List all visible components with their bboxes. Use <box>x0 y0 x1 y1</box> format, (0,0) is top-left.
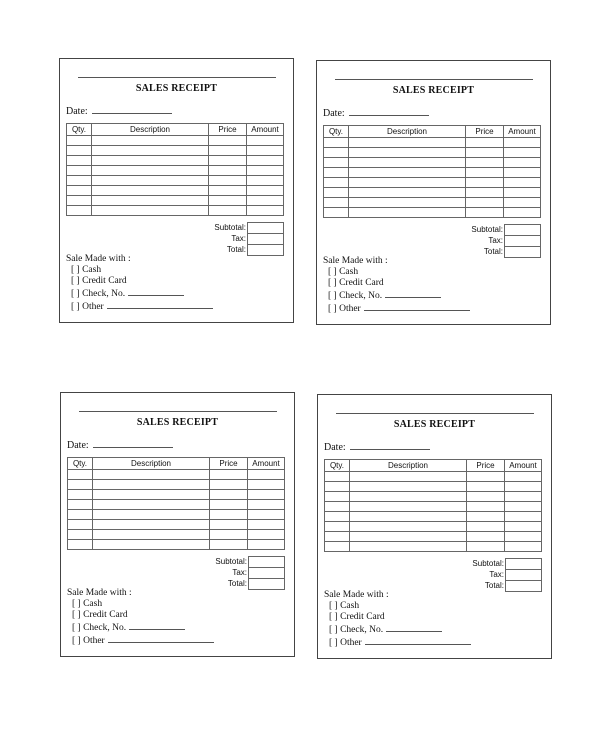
qty-cell[interactable] <box>324 178 349 188</box>
item-row <box>324 158 541 168</box>
other-option-label: [ ] Other <box>71 302 104 312</box>
qty-cell[interactable] <box>325 542 350 552</box>
total-field[interactable] <box>249 579 285 590</box>
other-option-label: [ ] Other <box>328 304 361 314</box>
qty-cell[interactable] <box>67 206 92 216</box>
qty-cell[interactable] <box>68 540 93 550</box>
price-cell[interactable] <box>466 198 504 208</box>
description-cell[interactable] <box>350 492 467 502</box>
total-row <box>211 579 285 590</box>
amount-cell[interactable] <box>504 138 541 148</box>
description-cell[interactable] <box>350 522 467 532</box>
amount-cell[interactable] <box>247 156 284 166</box>
price-cell[interactable] <box>210 540 248 550</box>
description-cell[interactable] <box>350 472 467 482</box>
total-field[interactable] <box>506 581 542 592</box>
totals-table <box>210 222 284 256</box>
description-cell[interactable] <box>93 540 210 550</box>
description-cell[interactable] <box>93 500 210 510</box>
amount-cell[interactable] <box>247 166 284 176</box>
description-cell[interactable] <box>349 188 466 198</box>
price-cell[interactable] <box>466 178 504 188</box>
other-option[interactable] <box>323 302 470 315</box>
amount-header: Amount <box>248 458 285 470</box>
qty-cell[interactable] <box>68 500 93 510</box>
sales-receipt-card <box>317 394 552 659</box>
item-row <box>67 196 284 206</box>
check-option[interactable] <box>324 623 471 636</box>
item-row <box>325 532 542 542</box>
item-row <box>325 502 542 512</box>
item-row <box>325 512 542 522</box>
items-table <box>66 123 284 216</box>
subtotal-field[interactable] <box>248 223 284 234</box>
description-cell[interactable] <box>93 490 210 500</box>
items-header-row <box>68 458 285 470</box>
price-cell[interactable] <box>467 472 505 482</box>
item-row <box>67 166 284 176</box>
price-cell[interactable] <box>467 482 505 492</box>
price-cell[interactable] <box>209 146 247 156</box>
date-label: Date: <box>324 442 346 453</box>
other-field[interactable] <box>365 636 471 645</box>
price-cell[interactable] <box>209 176 247 186</box>
description-cell[interactable] <box>350 502 467 512</box>
credit-card-option-label: [ ] Credit Card <box>72 610 128 620</box>
check-number-field[interactable] <box>128 287 184 296</box>
price-cell[interactable] <box>466 188 504 198</box>
amount-cell[interactable] <box>504 198 541 208</box>
items-header-row <box>324 126 541 138</box>
subtotal-label: Subtotal: <box>472 559 504 568</box>
amount-header: Amount <box>247 124 284 136</box>
description-cell[interactable] <box>350 542 467 552</box>
other-field[interactable] <box>108 634 214 643</box>
qty-cell[interactable] <box>67 176 92 186</box>
check-number-field[interactable] <box>129 621 185 630</box>
date-label: Date: <box>67 440 89 451</box>
price-cell[interactable] <box>466 138 504 148</box>
sale-made-with-label: Sale Made with : <box>323 256 388 266</box>
qty-cell[interactable] <box>67 166 92 176</box>
date-row <box>67 439 173 451</box>
price-cell[interactable] <box>467 542 505 552</box>
amount-cell[interactable] <box>505 492 542 502</box>
description-cell[interactable] <box>92 196 209 206</box>
other-field[interactable] <box>107 300 213 309</box>
amount-cell[interactable] <box>504 158 541 168</box>
description-cell[interactable] <box>349 178 466 188</box>
description-header: Description <box>92 124 209 136</box>
credit-card-option[interactable] <box>67 610 214 621</box>
qty-cell[interactable] <box>324 208 349 218</box>
price-cell[interactable] <box>209 196 247 206</box>
receipt-title: SALES RECEIPT <box>393 419 476 430</box>
qty-cell[interactable] <box>325 512 350 522</box>
qty-cell[interactable] <box>67 196 92 206</box>
qty-header: Qty. <box>324 126 349 138</box>
cash-option[interactable] <box>66 265 213 276</box>
description-cell[interactable] <box>350 482 467 492</box>
credit-card-option[interactable] <box>66 276 213 287</box>
date-label: Date: <box>66 106 88 117</box>
business-name-line[interactable] <box>79 411 277 412</box>
qty-header: Qty. <box>68 458 93 470</box>
subtotal-label: Subtotal: <box>215 557 247 566</box>
tax-field[interactable] <box>506 570 542 581</box>
qty-cell[interactable] <box>68 530 93 540</box>
price-cell[interactable] <box>210 500 248 510</box>
amount-cell[interactable] <box>248 510 285 520</box>
amount-cell[interactable] <box>505 512 542 522</box>
qty-cell[interactable] <box>324 168 349 178</box>
payment-method-section <box>66 254 213 313</box>
description-cell[interactable] <box>350 532 467 542</box>
other-option-label: [ ] Other <box>329 638 362 648</box>
business-name-line[interactable] <box>78 77 276 78</box>
credit-card-option-label: [ ] Credit Card <box>71 276 127 286</box>
check-option-label: [ ] Check, No. <box>72 623 127 633</box>
item-row <box>67 206 284 216</box>
qty-cell[interactable] <box>67 146 92 156</box>
business-name-line[interactable] <box>335 79 533 80</box>
qty-cell[interactable] <box>324 158 349 168</box>
cash-option[interactable] <box>67 599 214 610</box>
description-cell[interactable] <box>350 512 467 522</box>
total-field[interactable] <box>248 245 284 256</box>
price-cell[interactable] <box>210 510 248 520</box>
items-table <box>323 125 541 218</box>
item-row <box>324 178 541 188</box>
qty-cell[interactable] <box>68 480 93 490</box>
credit-card-option-label: [ ] Credit Card <box>329 612 385 622</box>
amount-cell[interactable] <box>247 206 284 216</box>
amount-cell[interactable] <box>247 176 284 186</box>
price-cell[interactable] <box>466 208 504 218</box>
qty-cell[interactable] <box>325 482 350 492</box>
qty-cell[interactable] <box>67 136 92 146</box>
tax-row <box>210 234 284 245</box>
amount-cell[interactable] <box>505 482 542 492</box>
price-cell[interactable] <box>210 490 248 500</box>
subtotal-row <box>211 557 285 568</box>
qty-cell[interactable] <box>324 188 349 198</box>
qty-cell[interactable] <box>325 492 350 502</box>
qty-header: Qty. <box>325 460 350 472</box>
credit-card-option[interactable] <box>324 612 471 623</box>
sale-made-with-label: Sale Made with : <box>66 254 131 264</box>
item-row <box>325 492 542 502</box>
subtotal-field[interactable] <box>505 225 541 236</box>
other-option[interactable] <box>66 300 213 313</box>
description-cell[interactable] <box>92 186 209 196</box>
qty-cell[interactable] <box>325 502 350 512</box>
item-row <box>68 530 285 540</box>
subtotal-row <box>210 223 284 234</box>
total-row <box>467 247 541 258</box>
qty-cell[interactable] <box>68 510 93 520</box>
item-row <box>325 472 542 482</box>
amount-cell[interactable] <box>247 136 284 146</box>
sales-receipt-card <box>60 392 295 657</box>
item-row <box>68 490 285 500</box>
receipt-title: SALES RECEIPT <box>135 83 218 94</box>
price-cell[interactable] <box>467 522 505 532</box>
description-cell[interactable] <box>349 168 466 178</box>
total-label: Total: <box>484 581 504 590</box>
total-field[interactable] <box>505 247 541 258</box>
description-header: Description <box>349 126 466 138</box>
date-field[interactable] <box>349 107 429 116</box>
amount-cell[interactable] <box>504 208 541 218</box>
item-row <box>67 156 284 166</box>
description-cell[interactable] <box>92 146 209 156</box>
description-cell[interactable] <box>92 176 209 186</box>
check-option[interactable] <box>323 289 470 302</box>
item-row <box>324 208 541 218</box>
description-cell[interactable] <box>349 158 466 168</box>
price-cell[interactable] <box>209 166 247 176</box>
item-row <box>68 470 285 480</box>
payment-method-section <box>323 256 470 315</box>
qty-cell[interactable] <box>325 522 350 532</box>
price-header: Price <box>467 460 505 472</box>
tax-label: Tax: <box>489 570 504 579</box>
price-cell[interactable] <box>209 186 247 196</box>
qty-cell[interactable] <box>324 138 349 148</box>
description-cell[interactable] <box>93 510 210 520</box>
tax-label: Tax: <box>488 236 503 245</box>
amount-cell[interactable] <box>505 472 542 482</box>
description-header: Description <box>93 458 210 470</box>
check-option-label: [ ] Check, No. <box>328 291 383 301</box>
check-option-label: [ ] Check, No. <box>329 625 384 635</box>
price-cell[interactable] <box>467 512 505 522</box>
totals-table <box>467 224 541 258</box>
check-number-field[interactable] <box>386 623 442 632</box>
amount-cell[interactable] <box>505 532 542 542</box>
sale-made-with-label: Sale Made with : <box>67 588 132 598</box>
price-cell[interactable] <box>467 502 505 512</box>
subtotal-label: Subtotal: <box>471 225 503 234</box>
subtotal-row <box>467 225 541 236</box>
items-table <box>324 459 542 552</box>
tax-field[interactable] <box>505 236 541 247</box>
date-row <box>323 107 429 119</box>
tax-field[interactable] <box>248 234 284 245</box>
amount-cell[interactable] <box>248 530 285 540</box>
amount-cell[interactable] <box>504 148 541 158</box>
tax-label: Tax: <box>231 234 246 243</box>
qty-cell[interactable] <box>324 198 349 208</box>
qty-cell[interactable] <box>68 470 93 480</box>
description-cell[interactable] <box>93 530 210 540</box>
totals-table <box>211 556 285 590</box>
price-header: Price <box>466 126 504 138</box>
price-cell[interactable] <box>466 168 504 178</box>
amount-cell[interactable] <box>505 522 542 532</box>
item-row <box>68 500 285 510</box>
description-cell[interactable] <box>92 156 209 166</box>
other-field[interactable] <box>364 302 470 311</box>
cash-option-label: [ ] Cash <box>329 601 360 611</box>
date-row <box>66 105 172 117</box>
item-row <box>68 510 285 520</box>
amount-cell[interactable] <box>248 540 285 550</box>
other-option[interactable] <box>67 634 214 647</box>
date-field[interactable] <box>350 441 430 450</box>
price-cell[interactable] <box>210 520 248 530</box>
item-row <box>324 138 541 148</box>
description-cell[interactable] <box>93 470 210 480</box>
date-field[interactable] <box>93 439 173 448</box>
item-row <box>67 176 284 186</box>
cash-option[interactable] <box>323 267 470 278</box>
date-label: Date: <box>323 108 345 119</box>
date-field[interactable] <box>92 105 172 114</box>
amount-cell[interactable] <box>248 500 285 510</box>
amount-cell[interactable] <box>504 168 541 178</box>
description-cell[interactable] <box>92 206 209 216</box>
cash-option-label: [ ] Cash <box>72 599 103 609</box>
other-option-label: [ ] Other <box>72 636 105 646</box>
price-cell[interactable] <box>467 492 505 502</box>
cash-option-label: [ ] Cash <box>71 265 102 275</box>
qty-cell[interactable] <box>67 156 92 166</box>
item-row <box>324 188 541 198</box>
total-label: Total: <box>483 247 503 256</box>
amount-cell[interactable] <box>505 502 542 512</box>
amount-cell[interactable] <box>504 178 541 188</box>
price-cell[interactable] <box>209 206 247 216</box>
qty-cell[interactable] <box>325 532 350 542</box>
total-row <box>468 581 542 592</box>
date-row <box>324 441 430 453</box>
amount-cell[interactable] <box>248 520 285 530</box>
sale-made-with-label: Sale Made with : <box>324 590 389 600</box>
payment-method-section <box>324 590 471 649</box>
other-option[interactable] <box>324 636 471 649</box>
qty-cell[interactable] <box>325 472 350 482</box>
item-row <box>68 540 285 550</box>
item-row <box>67 186 284 196</box>
price-header: Price <box>209 124 247 136</box>
qty-cell[interactable] <box>67 186 92 196</box>
price-cell[interactable] <box>209 156 247 166</box>
qty-cell[interactable] <box>324 148 349 158</box>
receipt-title: SALES RECEIPT <box>136 417 219 428</box>
business-name-line[interactable] <box>336 413 534 414</box>
credit-card-option-label: [ ] Credit Card <box>328 278 384 288</box>
amount-cell[interactable] <box>248 470 285 480</box>
description-cell[interactable] <box>349 208 466 218</box>
amount-cell[interactable] <box>504 188 541 198</box>
description-cell[interactable] <box>92 136 209 146</box>
item-row <box>68 520 285 530</box>
subtotal-label: Subtotal: <box>214 223 246 232</box>
amount-cell[interactable] <box>247 196 284 206</box>
cash-option-label: [ ] Cash <box>328 267 359 277</box>
price-cell[interactable] <box>210 530 248 540</box>
item-row <box>325 542 542 552</box>
amount-header: Amount <box>505 460 542 472</box>
price-cell[interactable] <box>466 158 504 168</box>
totals-table <box>468 558 542 592</box>
check-option[interactable] <box>67 621 214 634</box>
item-row <box>67 146 284 156</box>
description-cell[interactable] <box>93 480 210 490</box>
sales-receipt-card <box>59 58 294 323</box>
description-cell[interactable] <box>349 138 466 148</box>
tax-row <box>467 236 541 247</box>
amount-header: Amount <box>504 126 541 138</box>
tax-field[interactable] <box>249 568 285 579</box>
qty-cell[interactable] <box>68 520 93 530</box>
check-option[interactable] <box>66 287 213 300</box>
check-option-label: [ ] Check, No. <box>71 289 126 299</box>
price-cell[interactable] <box>210 480 248 490</box>
sales-receipt-card <box>316 60 551 325</box>
price-cell[interactable] <box>467 532 505 542</box>
items-table <box>67 457 285 550</box>
tax-row <box>211 568 285 579</box>
amount-cell[interactable] <box>505 542 542 552</box>
total-label: Total: <box>227 579 247 588</box>
item-row <box>324 148 541 158</box>
item-row <box>324 198 541 208</box>
item-row <box>324 168 541 178</box>
price-cell[interactable] <box>210 470 248 480</box>
total-label: Total: <box>226 245 246 254</box>
credit-card-option[interactable] <box>323 278 470 289</box>
description-cell[interactable] <box>93 520 210 530</box>
items-header-row <box>325 460 542 472</box>
item-row <box>325 522 542 532</box>
check-number-field[interactable] <box>385 289 441 298</box>
description-cell[interactable] <box>92 166 209 176</box>
tax-label: Tax: <box>232 568 247 577</box>
description-header: Description <box>350 460 467 472</box>
price-cell[interactable] <box>209 136 247 146</box>
amount-cell[interactable] <box>248 490 285 500</box>
subtotal-field[interactable] <box>249 557 285 568</box>
qty-cell[interactable] <box>68 490 93 500</box>
payment-method-section <box>67 588 214 647</box>
subtotal-field[interactable] <box>506 559 542 570</box>
qty-header: Qty. <box>67 124 92 136</box>
receipt-title: SALES RECEIPT <box>392 85 475 96</box>
tax-row <box>468 570 542 581</box>
amount-cell[interactable] <box>247 186 284 196</box>
price-cell[interactable] <box>466 148 504 158</box>
subtotal-row <box>468 559 542 570</box>
total-row <box>210 245 284 256</box>
description-cell[interactable] <box>349 198 466 208</box>
items-header-row <box>67 124 284 136</box>
amount-cell[interactable] <box>248 480 285 490</box>
item-row <box>68 480 285 490</box>
item-row <box>67 136 284 146</box>
cash-option[interactable] <box>324 601 471 612</box>
price-header: Price <box>210 458 248 470</box>
description-cell[interactable] <box>349 148 466 158</box>
amount-cell[interactable] <box>247 146 284 156</box>
item-row <box>325 482 542 492</box>
